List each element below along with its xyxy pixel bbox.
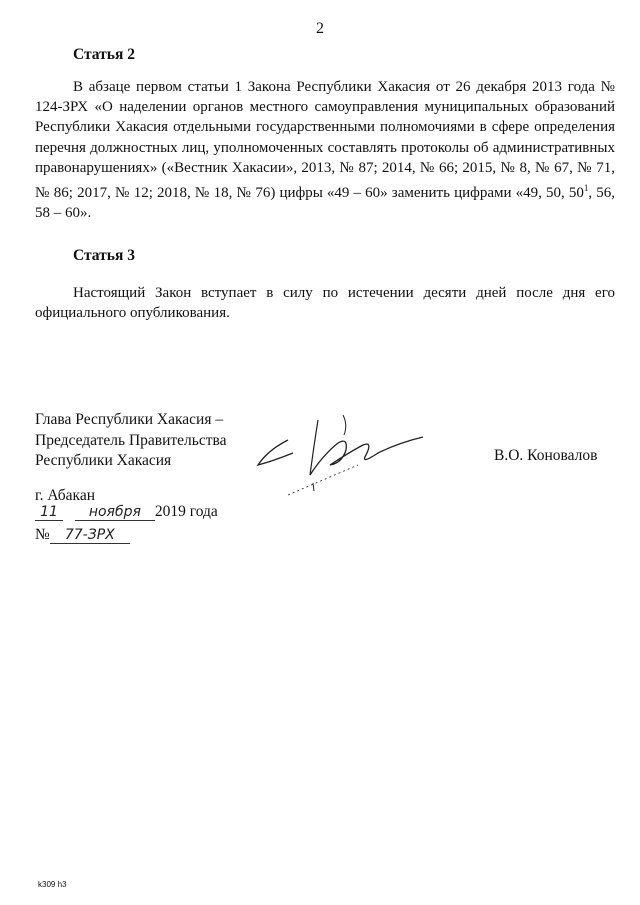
position-line-2: Председатель Правительства: [35, 431, 227, 449]
date-year: 2019 года: [154, 503, 218, 520]
article-2-heading: Статья 2: [73, 46, 135, 63]
signing-date: [35, 503, 218, 525]
article-2-tail: , 56, 58 – 60».: [35, 185, 615, 222]
article-2-superscript: 1: [583, 183, 589, 194]
position-line-1: Глава Республики Хакасия –: [35, 411, 224, 428]
signatory-name: В.О. Коновалов: [494, 447, 598, 464]
position-line-3: Республики Хакасия: [35, 452, 172, 469]
place-of-signing: г. Абакан: [35, 487, 96, 504]
signature-position-block: [35, 410, 227, 472]
article-2-text: [35, 77, 615, 223]
article-2-body: В абзаце первом статьи 1 Закона Республики Хакасия от 26 декабря 2013 года № 124-ЗРХ «О наделении органов местного самоуправления муниципальных образований Республики Хакасия отдельными государственными полномочиями в сфере определения перечня должностных лиц, уполномоченных составлять протоколы об административных правонарушениях» («Вестник Хакасии», 2013, № 87; 2014, № 66; 2015, № 8, № 67, № 71, № 86; 2017, № 12; 2018, № 18, № 76) цифры «49 – 60» заменить цифрами «49, 50, 50: [35, 79, 615, 202]
date-month: ноября: [75, 504, 155, 521]
handwritten-signature: [248, 395, 438, 505]
footer-code: k309 h3: [38, 880, 67, 889]
article-3-text: Настоящий Закон вступает в силу по истечении десяти дней после дня его официального опубликования.: [35, 285, 615, 322]
law-number-prefix: №: [35, 526, 50, 543]
page-number: 2: [316, 20, 324, 37]
law-number-value: 77-ЗРХ: [50, 527, 130, 544]
article-3-heading: Статья 3: [73, 247, 135, 264]
law-number: [35, 526, 130, 544]
date-day: 11: [35, 504, 63, 521]
